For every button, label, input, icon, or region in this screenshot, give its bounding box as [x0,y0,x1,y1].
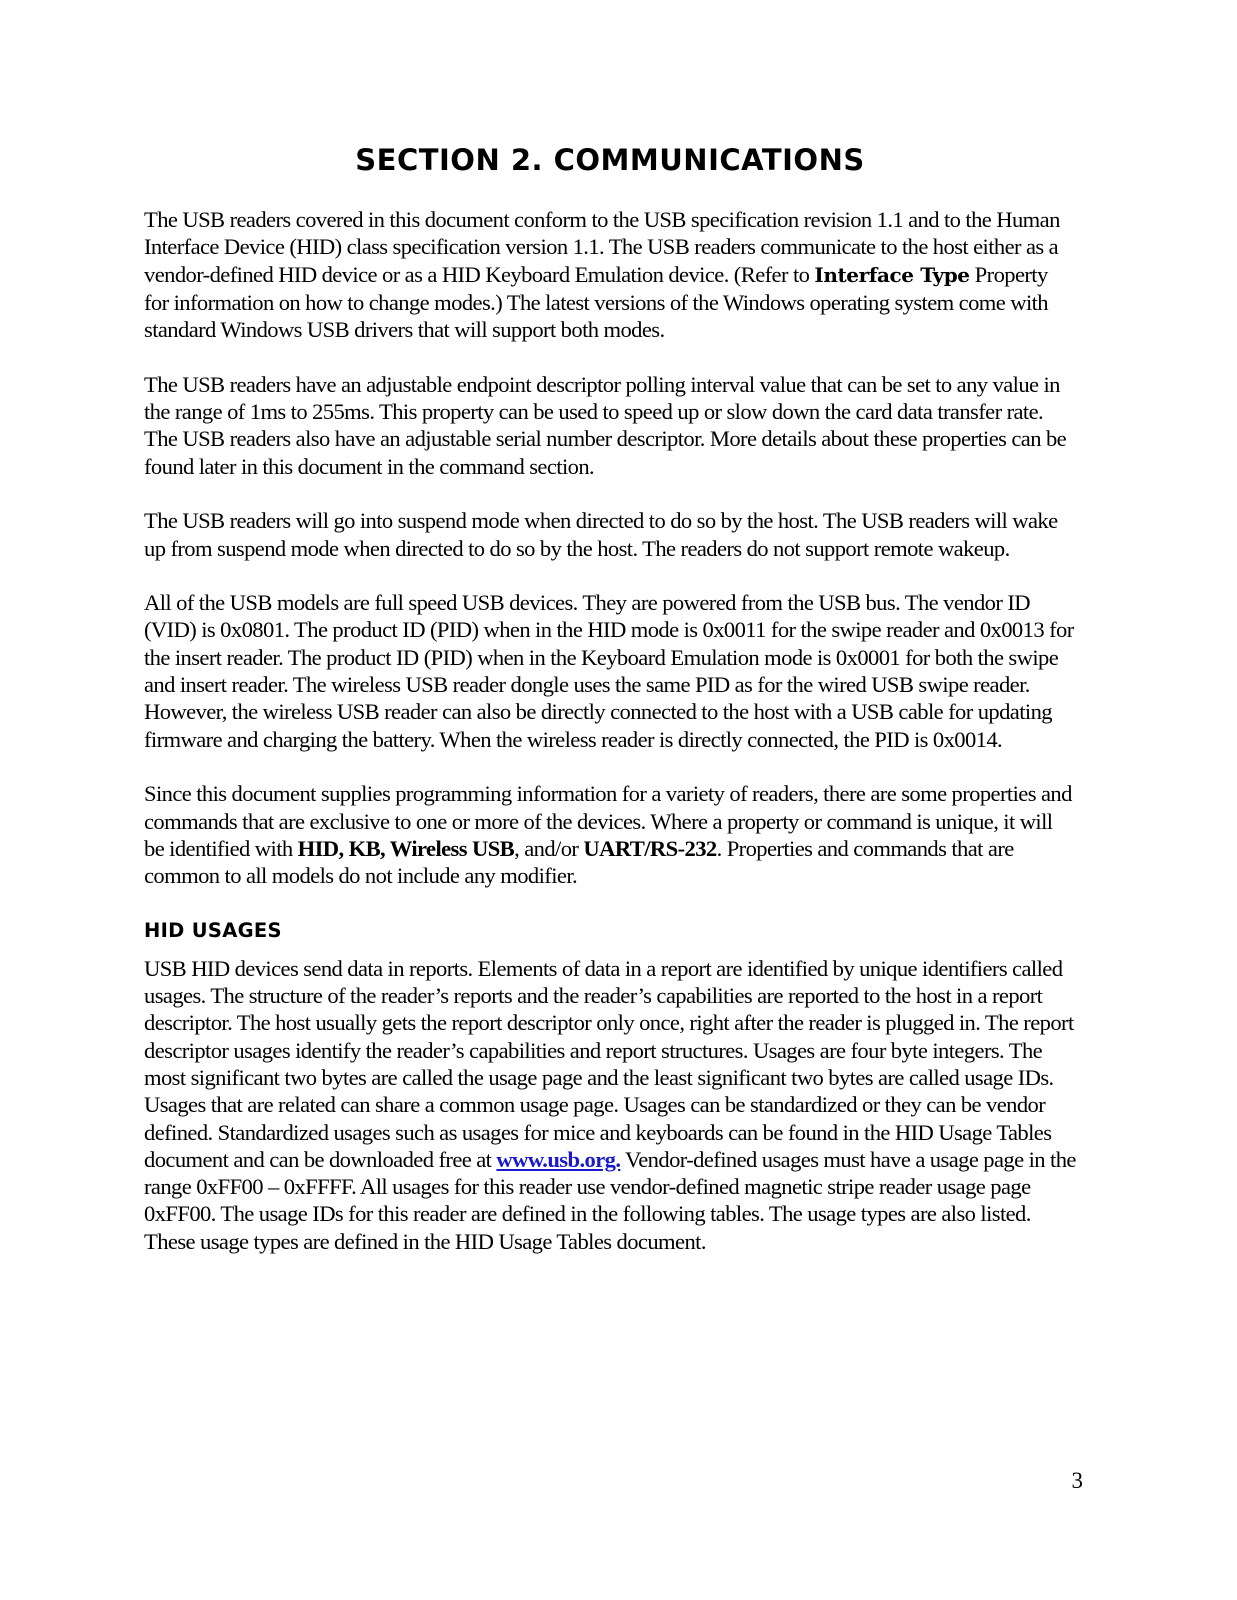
paragraph-text: Since this document supplies programming information for a variety of readers, there are some properties and commands that are exclusive to one or more of the devices. Where a property or command is unique, it will be identified with [144,781,1072,861]
hid-usages-heading: HID USAGES [144,918,282,942]
paragraph-text: . Properties and commands that are common to all models do not include any modifier. [144,835,1014,889]
paragraph-text: Property for information on how to change modes.) The latest versions of the Windows operating system come with standard Windows USB drivers that will support both modes. [144,261,1048,343]
page-number: 3 [1071,1468,1083,1493]
paragraph-text: Vendor-defined usages must have a usage page in the range 0xFF00 – 0xFFFF. All usages for this reader use vendor-defined magnetic stripe reader usage page 0xFF00. The usage IDs for this reader are defined in the following tables. The usage types are also listed. These usage types are defined in the HID Usage Tables document. [144,1146,1076,1254]
model-modifiers: HID, KB, Wireless USB [297,835,515,861]
paragraph-usb-models: All of the USB models are full speed USB devices. They are powered from the USB bus. The vendor ID (VID) is 0x0801. The product ID (PID) when in the HID mode is 0x0011 for the swipe reader and 0x0013 for the insert reader. The product ID (PID) when in the Keyboard Emulation mode is 0x0001 for both the swipe and insert reader. The wireless USB reader dongle uses the same PID as for the wired USB swipe reader. However, the wireless USB reader can also be directly connected to the host with a USB cable for updating firmware and charging the battery. When the wireless reader is directly connected, the PID is 0x0014. [144,590,1074,752]
interface-type-term: Interface Type [814,262,970,287]
paragraph-usb-conformance [144,206,1076,343]
paragraph-text: , and/or [514,835,584,861]
paragraph-text: USB HID devices send data in reports. Elements of data in a report are identified by unique identifiers called usages. The structure of the reader’s reports and the reader’s capabilities are reported to the host in a report descriptor. The host usually gets the report descriptor only once, right after the reader is plugged in. The report descriptor usages identify the reader’s capabilities and report structures. Usages are four byte integers. The most significant two bytes are called the usage page and the least significant two bytes are called usage IDs. Usages that are related can share a common usage page. Usages can be standardized or they can be vendor defined. Standardized usages such as usages for mice and keyboards can be found in the HID Usage Tables document and can be downloaded free at [144,955,1074,1172]
paragraph-reader-variety [144,780,1076,889]
paragraph-hid-usages [144,955,1076,1255]
usb-org-link[interactable]: www.usb.org. [496,1146,621,1172]
paragraph-text: The USB readers covered in this document conform to the USB specification revision 1.1 and to the Human Interface Device (HID) class specification version 1.1. The USB readers communicate to the host either as a vendor-defined HID device or as a HID Keyboard Emulation device. (Refer to [144,207,1060,287]
document-page [144,142,1076,1282]
paragraph-polling-interval: The USB readers have an adjustable endpoint descriptor polling interval value that can be set to any value in the range of 1ms to 255ms. This property can be used to speed up or slow down the card data transfer rate. The USB readers also have an adjustable serial number descriptor. More details about these properties can be found later in this document in the command section. [144,371,1067,479]
uart-modifier: UART/RS-232 [583,835,717,861]
paragraph-suspend-mode: The USB readers will go into suspend mode when directed to do so by the host. The USB readers will wake up from suspend mode when directed to do so by the host. The readers do not support remote wakeup. [144,508,1058,561]
section-heading: SECTION 2. COMMUNICATIONS [355,143,865,177]
